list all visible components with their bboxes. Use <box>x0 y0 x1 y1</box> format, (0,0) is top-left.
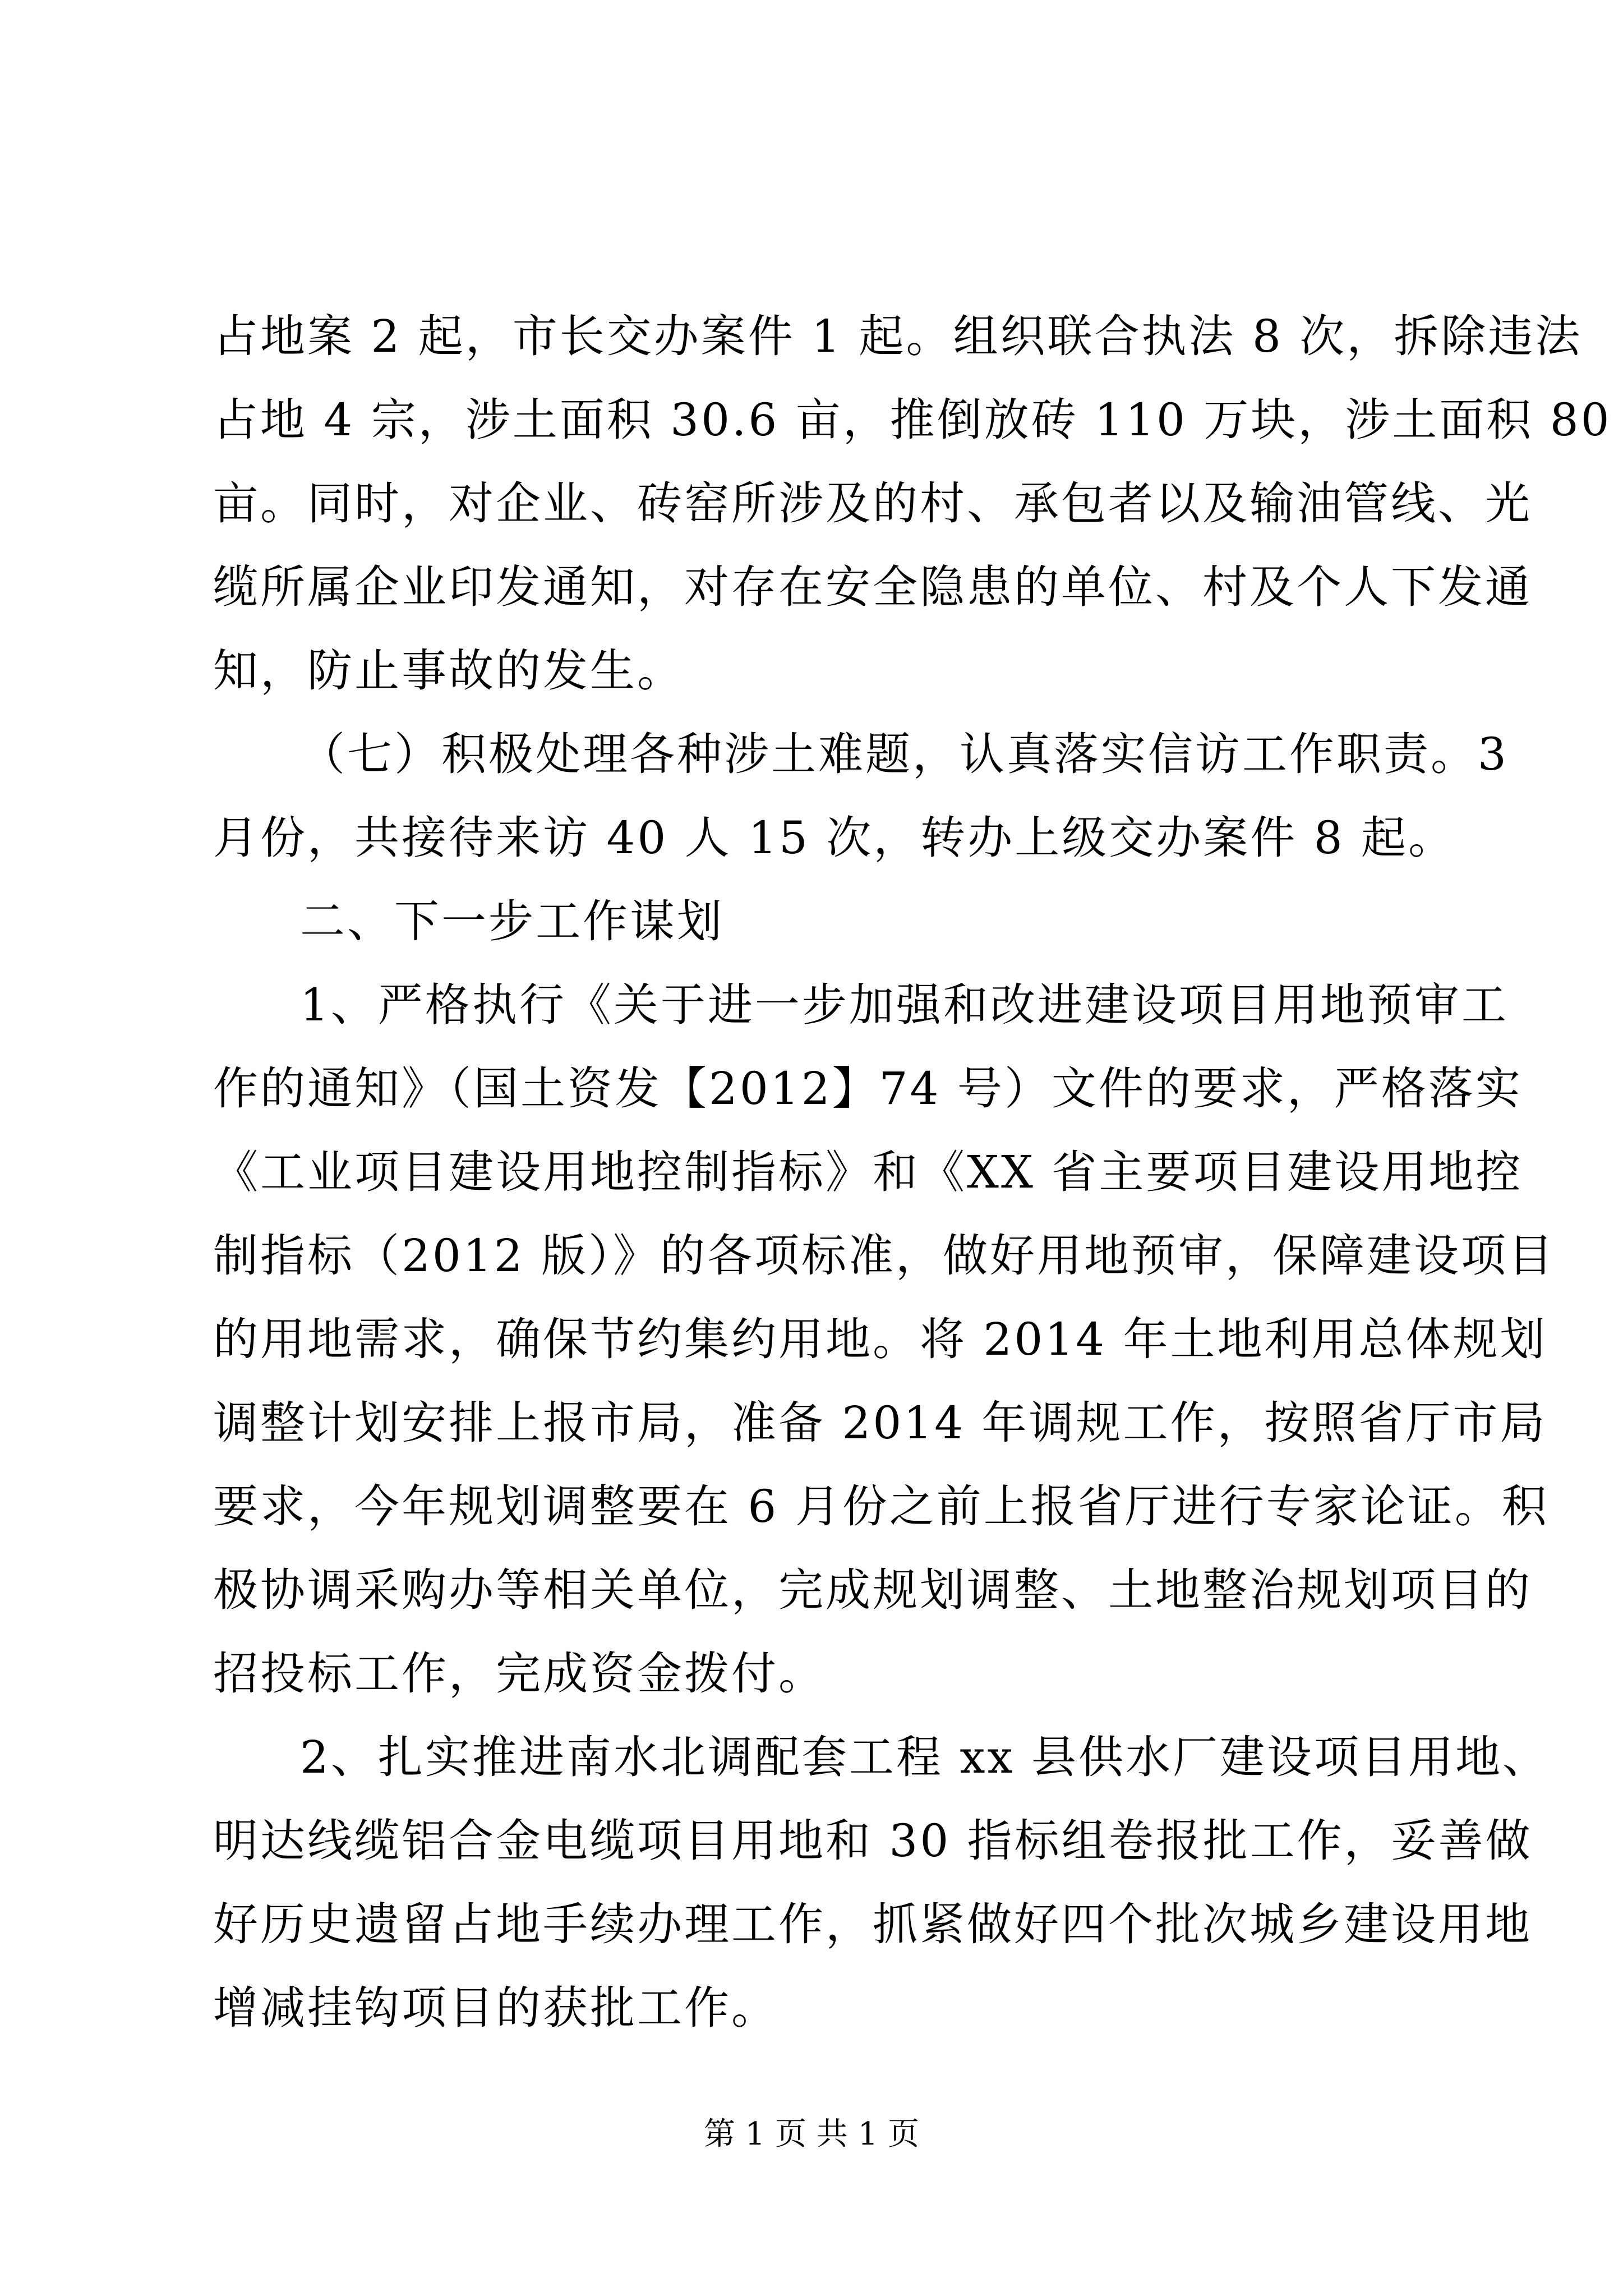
section-seven-heading: （七）积极处理各种涉土难题，认真落实信访工作职责。3 <box>300 728 1509 780</box>
body-text-line: 占地案 2 起，市长交办案件 1 起。组织联合执法 8 次，拆除违法 <box>213 310 1583 362</box>
body-text-line: 调整计划安排上报市局，准备 2014 年调规工作，按照省厅市局 <box>213 1397 1547 1449</box>
body-text-line: 的用地需求，确保节约集约用地。将 2014 年土地利用总体规划 <box>213 1313 1547 1365</box>
body-text-line: 极协调采购办等相关单位，完成规划调整、土地整治规划项目的 <box>213 1564 1532 1616</box>
body-text-line: 制指标（2012 版）》的各项标准，做好用地预审，保障建设项目 <box>213 1230 1556 1282</box>
body-text-line: 作的通知》（国土资发【2012】74 号）文件的要求，严格落实 <box>213 1062 1523 1115</box>
body-text-line: 《工业项目建设用地控制指标》和《XX 省主要项目建设用地控 <box>213 1146 1523 1198</box>
list-item-1-start: 1、严格执行《关于进一步加强和改进建设项目用地预审工 <box>300 979 1509 1031</box>
body-text-line: 月份，共接待来访 40 人 15 次，转办上级交办案件 8 起。 <box>213 812 1456 864</box>
body-text-line: 亩。同时，对企业、砖窑所涉及的村、承包者以及输油管线、光 <box>213 477 1532 530</box>
list-item-2-start: 2、扎实推进南水北调配套工程 xx 县供水厂建设项目用地、 <box>300 1731 1550 1783</box>
body-text-line: 好历史遗留占地手续办理工作，抓紧做好四个批次城乡建设用地 <box>213 1898 1532 1950</box>
body-text-line: 要求，今年规划调整要在 6 月份之前上报省厅进行专家论证。积 <box>213 1480 1549 1533</box>
body-text-line: 增减挂钩项目的获批工作。 <box>213 1982 778 2034</box>
body-text-line: 占地 4 宗，涉土面积 30.6 亩，推倒放砖 110 万块，涉土面积 80 <box>213 394 1612 446</box>
page-number-footer: 第 1 页 共 1 页 <box>703 2116 920 2152</box>
body-text-line: 知，防止事故的发生。 <box>213 645 684 697</box>
section-heading: 二、下一步工作谋划 <box>300 895 724 947</box>
body-text-line: 招投标工作，完成资金拨付。 <box>213 1648 826 1700</box>
body-text-line: 缆所属企业印发通知，对存在安全隐患的单位、村及个人下发通 <box>213 561 1532 613</box>
body-text-line: 明达线缆铝合金电缆项目用地和 30 指标组卷报批工作，妥善做 <box>213 1815 1533 1867</box>
